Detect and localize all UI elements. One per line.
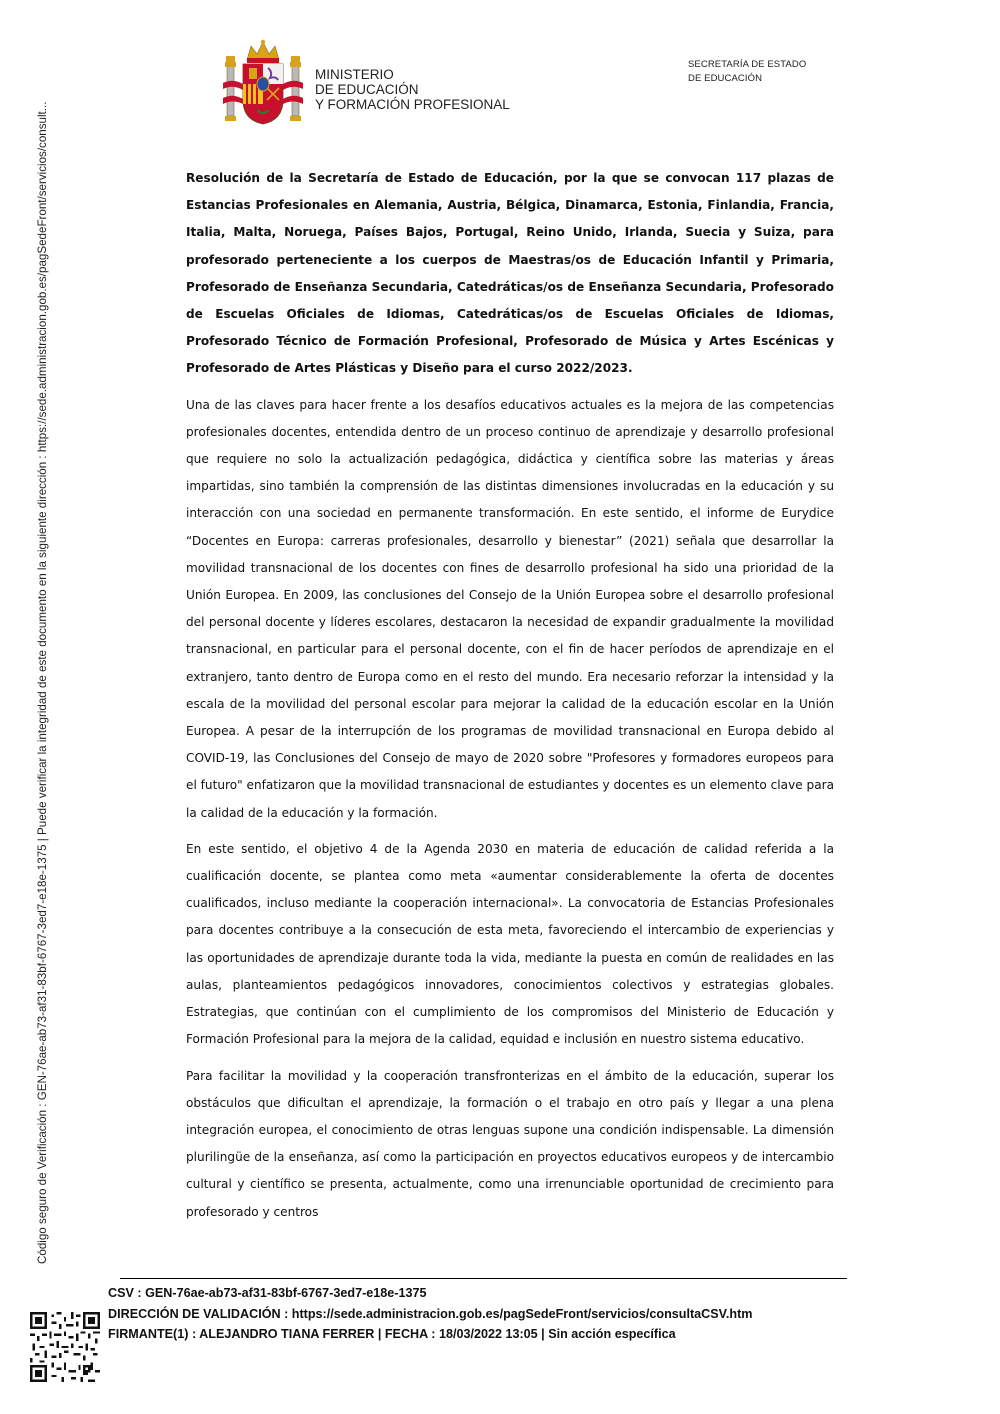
ministry-line: Y FORMACIÓN PROFESIONAL [315,97,510,112]
ministry-name [315,67,510,112]
paragraph: Para facilitar la movilidad y la cooperación transfronterizas en el ámbito de la educación, superar los obstáculos que dificultan el aprendizaje, la formación o el trabajo en otro país y llegar a una plena integración europea, el conocimiento de otras lenguas supone una condición indispensable. La dimensión plurilingüe de la enseñanza, así como la participación en proyectos educativos europeos y de intercambio cultural y científico se presenta, actualmente, como una irrenunciable oportunidad de crecimiento para profesorado y centros [186,1068,834,1219]
paragraph: Una de las claves para hacer frente a los desafíos educativos actuales es la mejora de las competencias profesionales docentes, entendida dentro de un proceso continuo de aprendizaje y desarrollo profesional que requiere no solo la actualización pedagógica, didáctica y científica sobre las materias y áreas impartidas, sino también la comprensión de las distintas dimensiones involucradas en la educación y su interacción con una sociedad en permanente transformación. En este sentido, el informe de Eurydice “Docentes en Europa: carreras profesionales, desarrollo y bienestar” (2021) señala que desarrollar la movilidad transnacional de los docentes con fines de desarrollo profesional ha sido una prioridad de la Unión Europea. En 2009, las conclusiones del Consejo de la Unión Europea sobre el desarrollo profesional del personal docente y líderes escolares, destacaron la necesidad de expandir gradualmente la movilidad transnacional, en particular para el personal docente, con el fin de hacer períodos de aprendizaje en el extranjero, tanto dentro de Europa como en el resto del mundo. Era necesario reforzar la intensidad y la escala de la movilidad del personal escolar para mejorar la calidad de la educación escolar en la Unión Europea. A pesar de la interrupción de los programas de movilidad transnacional en Europa debido al COVID-19, las Conclusiones del Consejo de mayo de 2020 sobre "Profesores y formadores europeos para el futuro" enfatizaron que la movilidad transnacional de estudiantes y docentes es un elemento clave para la calidad de la educación y la formación. [186,397,834,820]
csv-code: CSV : GEN-76ae-ab73-af31-83bf-6767-3ed7-e18e-1375 [108,1286,427,1300]
paragraph: En este sentido, el objetivo 4 de la Agenda 2030 en materia de educación de calidad referida a la cualificación docente, se plantea como meta «aumentar considerablemente la oferta de docentes cualificados, incluso mediante la cooperación internacional». La convocatoria de Estancias Profesionales para docentes contribuye a la consecución de esta meta, favoreciendo el intercambio de experiencias y las oportunidades de aprendizaje durante toda la vida, mediante la puesta en común de realidades en las aulas, planteamientos pedagógicos innovadores, conocimientos colectivos y estrategias globales. Estrategias, que continúan con el cumplimiento de los compromisos del Ministerio de Educación y Formación Profesional para la mejora de la calidad, equidad e inclusión en nuestro sistema educativo. [186,841,834,1047]
ministry-line: MINISTERIO [315,67,394,82]
coat-of-arms-of-spain-icon [223,38,303,128]
signature-footer [108,1283,753,1345]
secretaria-line: SECRETARÍA DE ESTADO [688,59,807,70]
document-body [186,165,834,1235]
secretaria-line: DE EDUCACIÓN [688,73,763,84]
ministry-line: DE EDUCACIÓN [315,82,419,97]
footer-divider [120,1278,847,1279]
validation-url[interactable]: DIRECCIÓN DE VALIDACIÓN : https://sede.administracion.gob.es/pagSedeFront/servicios/consultaCSV.htm [108,1306,753,1321]
secretaria-de-estado [688,58,806,86]
signer-info: FIRMANTE(1) : ALEJANDRO TIANA FERRER | FECHA : 18/03/2022 13:05 | Sin acción específica [108,1327,676,1341]
qr-code-icon [30,1312,100,1382]
verification-side-note: Código seguro de Verificación : GEN-76ae-ab73-af31-83bf-6767-3ed7-e18e-1375 | Puede verificar la integridad de este documento en la siguiente dirección : https://sede.administracion.gob.es/pagSedeFront/servicios/consult... [36,101,49,1264]
document-title: Resolución de la Secretaría de Estado de Educación, por la que se convocan 117 plazas de Estancias Profesionales en Alemania, Austria, Bélgica, Dinamarca, Estonia, Finlandia, Francia, Italia, Malta, Noruega, Países Bajos, Portugal, Reino Unido, Irlanda, Suecia y Suiza, para profesorado perteneciente a los cuerpos de Maestras/os de Educación Infantil y Primaria, Profesorado de Enseñanza Secundaria, Catedráticas/os de Enseñanza Secundaria, Profesorado de Escuelas Oficiales de Idiomas, Catedráticas/os de Escuelas Oficiales de Idiomas, Profesorado Técnico de Formación Profesional, Profesorado de Música y Artes Escénicas y Profesorado de Artes Plásticas y Diseño para el curso 2022/2023. [186,171,834,376]
